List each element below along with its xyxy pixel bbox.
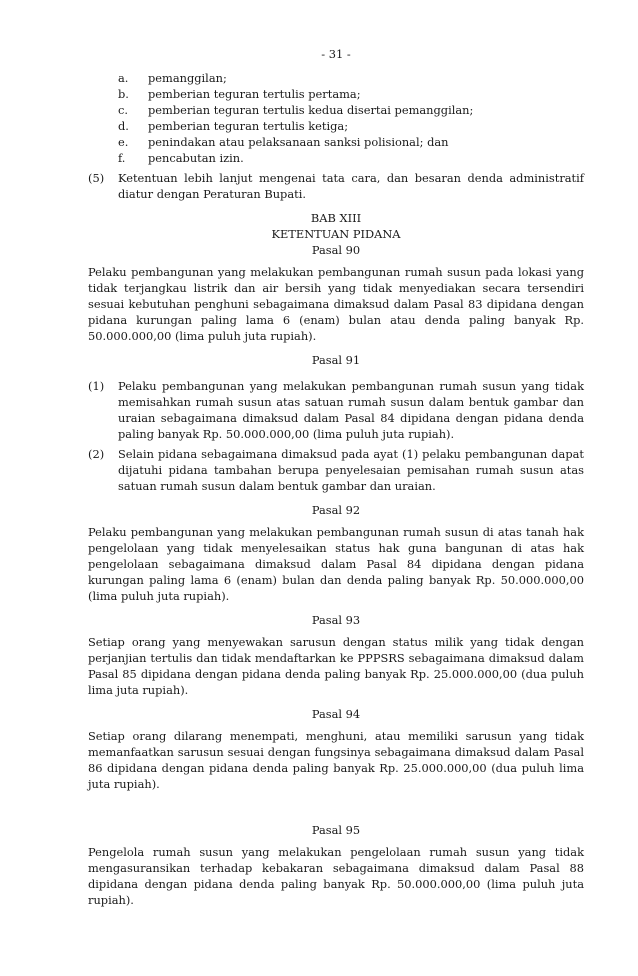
list-item: c. pemberian teguran tertulis kedua disertai pemanggilan;	[118, 103, 474, 117]
pasal-93-text: Setiap orang yang menyewakan sarusun dengan status milik yang tidak dengan perjanjian tertulis dan tidak mendaftarkan ke PPPSRS sebagaimana dimaksud dalam Pasal 85 dipidana dengan pidana denda paling banyak Rp. 25.000.000,00 (dua puluh lima juta rupiah).	[88, 635, 584, 697]
pasal-94-title: Pasal 94	[311, 707, 361, 721]
list-item: a. pemanggilan;	[118, 71, 227, 85]
list-item: d. pemberian teguran tertulis ketiga;	[118, 119, 349, 133]
pasal-94-text: Setiap orang dilarang menempati, menghuni, atau memiliki sarusun yang tidak memanfaatkan sarusun sesuai dengan fungsinya sebagaimana dimaksud dalam Pasal 86 dipidana dengan pidana denda paling banyak Rp. 25.000.000,00 (dua puluh lima juta rupiah).	[88, 729, 584, 791]
pasal-92-title: Pasal 92	[311, 503, 361, 517]
ayat-5: (5) Ketentuan lebih lanjut mengenai tata cara, dan besaran denda administratif diatur dengan Peraturan Bupati.	[88, 171, 584, 201]
pasal-91-ayat-1: (1) Pelaku pembangunan yang melakukan pembangunan rumah susun yang tidak memisahkan rumah susun atas satuan rumah susun dalam bentuk gambar dan uraian sebagaimana dimaksud dalam Pasal 84 dipidana dengan pidana denda paling banyak Rp. 50.000.000,00 (lima puluh juta rupiah).	[88, 379, 584, 441]
list-item: b. pemberian teguran tertulis pertama;	[118, 87, 361, 101]
pasal-90-text: Pelaku pembangunan yang melakukan pembangunan rumah susun pada lokasi yang tidak terjangkau listrik dan air bersih yang tidak menyediakan secara tersendiri sesuai kebutuhan penghuni sebagaimana dimaksud dalam Pasal 83 dipidana dengan pidana kurungan paling lama 6 (enam) bulan atau denda paling banyak Rp. 50.000.000,00 (lima puluh juta rupiah).	[88, 265, 584, 343]
pasal-92-text: Pelaku pembangunan yang melakukan pembangunan rumah susun di atas tanah hak pengelolaan yang tidak menyelesaikan status hak guna bangunan di atas hak pengelolaan sebagaimana dimaksud dalam Pasal 84 dipidana dengan pidana kurungan paling lama 6 (enam) bulan dan denda paling banyak Rp. 50.000.000,00 (lima puluh juta rupiah).	[88, 525, 584, 603]
list-item: e. penindakan atau pelaksanaan sanksi polisional; dan	[118, 135, 449, 149]
pasal-90-title: Pasal 90	[311, 243, 361, 257]
pasal-95-title: Pasal 95	[311, 823, 361, 837]
list-item: f. pencabutan izin.	[118, 151, 244, 165]
chapter-subtitle: KETENTUAN PIDANA	[271, 227, 401, 241]
sanction-list	[118, 70, 584, 166]
pasal-91-ayat-2: (2) Selain pidana sebagaimana dimaksud pada ayat (1) pelaku pembangunan dapat dijatuhi pidana tambahan berupa penyelesaian pemisahan rumah susun atas satuan rumah susun dalam bentuk gambar dan uraian.	[88, 447, 584, 493]
pasal-95-text: Pengelola rumah susun yang melakukan pengelolaan rumah susun yang tidak mengasuransikan terhadap kebakaran sebagaimana dimaksud dalam Pasal 88 dipidana dengan pidana denda paling banyak Rp. 50.000.000,00 (lima puluh juta rupiah).	[88, 845, 584, 907]
pasal-91-title: Pasal 91	[311, 353, 361, 367]
page-number: - 31 -	[321, 47, 351, 61]
document-page	[88, 46, 584, 908]
chapter-title: BAB XIII	[310, 211, 362, 225]
pasal-93-title: Pasal 93	[311, 613, 361, 627]
